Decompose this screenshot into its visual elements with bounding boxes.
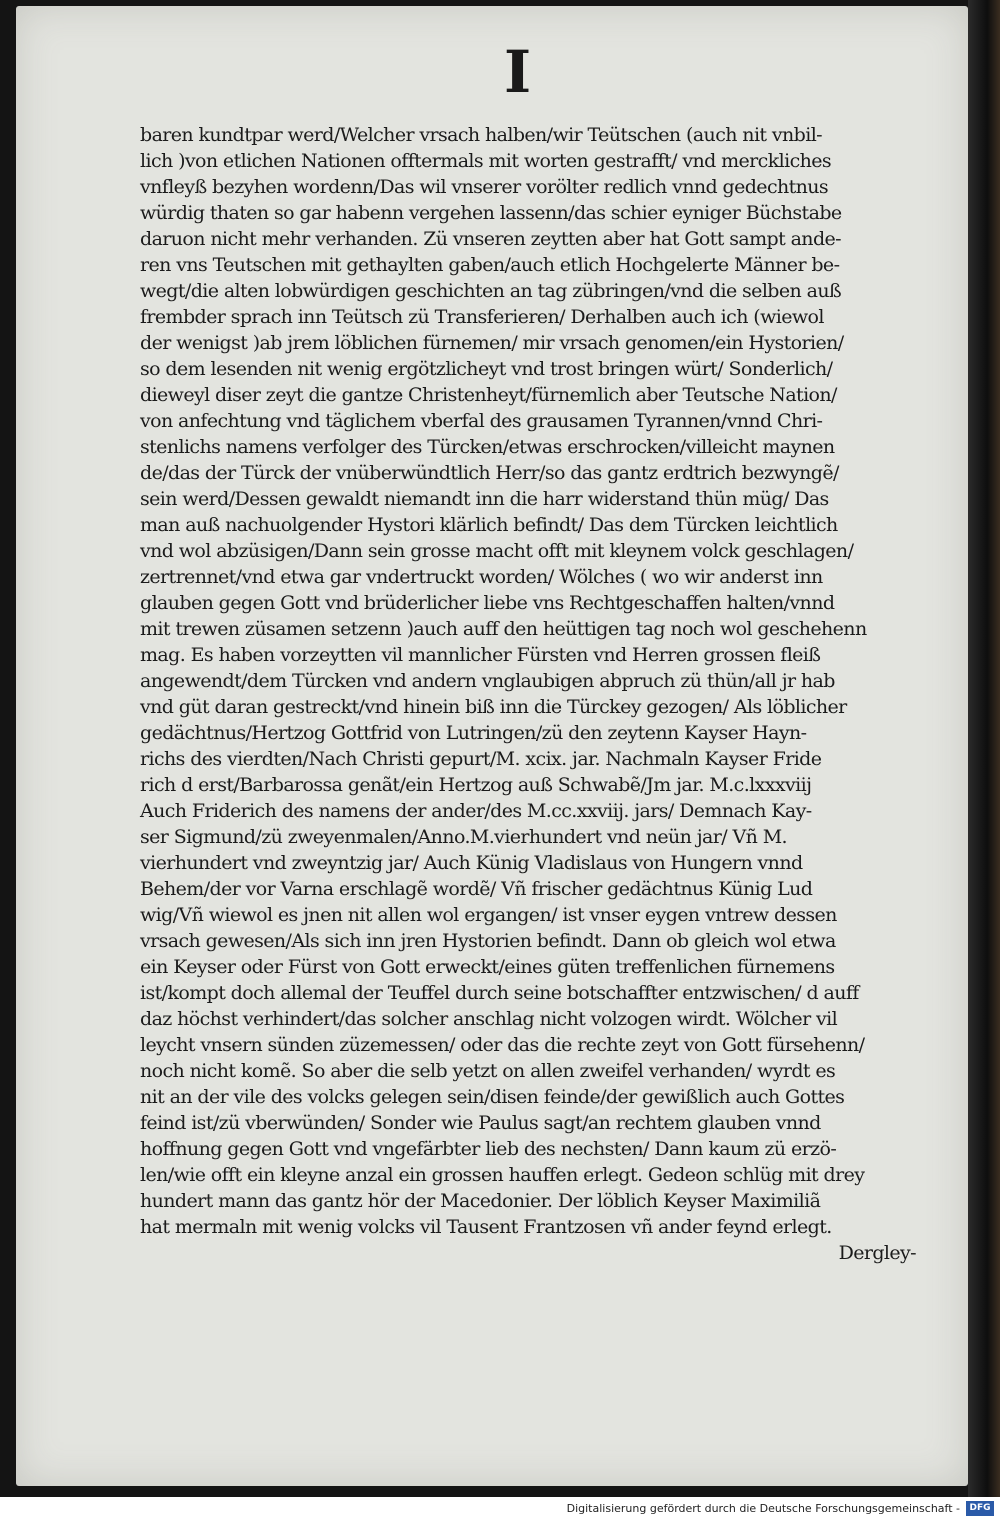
dfg-logo: DFG — [966, 1501, 994, 1516]
text-line: hoffnung gegen Gott vnd vngefärbter lieb des nechsten/ Dann kaum zü erzö- — [140, 1138, 837, 1160]
text-line: nit an der vile des volcks gelegen sein/disen feinde/der gewißlich auch Gottes — [140, 1086, 845, 1108]
page-number: I — [504, 38, 532, 106]
text-line: vnd güt daran gestreckt/vnd hinein biß inn die Türckey gezogen/ Als löblicher — [140, 696, 847, 718]
text-line: vnfleyß bezyhen wordenn/Das wil vnserer vorölter redlich vnnd gedechtnus — [140, 176, 829, 198]
text-line: man auß nachuolgender Hystori klärlich befindt/ Das dem Türcken leichtlich — [140, 514, 838, 536]
text-line: daz höchst verhindert/das solcher anschlag nicht volzogen wirdt. Wölcher vil — [140, 1008, 838, 1030]
text-line: dieweyl diser zeyt die gantze Christenheyt/fürnemlich aber Teutsche Nation/ — [140, 384, 837, 406]
text-line: stenlichs namens verfolger des Türcken/etwas erschrocken/villeicht maynen — [140, 436, 835, 458]
text-line: frembder sprach inn Teütsch zü Transferieren/ Derhalben auch ich (wiewol — [140, 306, 824, 328]
text-line: Auch Friderich des namens der ander/des M.cc.xxviij. jars/ Demnach Kay- — [140, 800, 812, 822]
page-edge — [968, 0, 1000, 1497]
text-line: rich d erst/Barbarossa genãt/ein Hertzog auß Schwabẽ/Jm jar. M.c.lxxxviij — [140, 774, 812, 796]
text-line: ist/kompt doch allemal der Teuffel durch seine botschaffter entzwischen/ d auff — [140, 982, 859, 1004]
text-line: daruon nicht mehr verhanden. Zü vnseren zeytten aber hat Gott sampt ande- — [140, 228, 841, 250]
text-line: vrsach gewesen/Als sich inn jren Hystorien befindt. Dann ob gleich wol etwa — [140, 930, 836, 952]
text-line: glauben gegen Gott vnd brüderlicher liebe vns Rechtgeschaffen halten/vnnd — [140, 592, 835, 614]
text-line: vnd wol abzüsigen/Dann sein grosse macht offt mit kleynem volck geschlagen/ — [140, 540, 854, 562]
text-line: len/wie offt ein kleyne anzal ein grossen hauffen erlegt. Gedeon schlüg mit drey — [140, 1164, 865, 1186]
text-line: der wenigst )ab jrem löblichen fürnemen/ mir vrsach genomen/ein Hystorien/ — [140, 332, 844, 354]
text-line: mit trewen züsamen setzenn )auch auff den heüttigen tag noch wol geschehenn — [140, 618, 867, 640]
footer-bar — [0, 1497, 1000, 1521]
text-line: wig/Vñ wiewol es jnen nit allen wol ergangen/ ist vnser eygen vntrew dessen — [140, 904, 837, 926]
text-line: lich )von etlichen Nationen offtermals mit worten gestrafft/ vnd merckliches — [140, 150, 832, 172]
text-line: feind ist/zü vberwünden/ Sonder wie Paulus sagt/an rechtem glauben vnnd — [140, 1112, 821, 1134]
text-line: würdig thaten so gar habenn vergehen lassenn/das schier eyniger Büchstabe — [140, 202, 842, 224]
text-line: hat mermaln mit wenig volcks vil Tausent Frantzosen vñ ander feynd erlegt. — [140, 1216, 832, 1238]
text-line: vierhundert vnd zweyntzig jar/ Auch Künig Vladislaus von Hungern vnnd — [140, 852, 803, 874]
text-line: angewendt/dem Türcken vnd andern vnglaubigen abpruch zü thün/all jr hab — [140, 670, 835, 692]
text-line: von anfechtung vnd täglichem vberfal des grausamen Tyrannen/vnnd Chri- — [140, 410, 823, 432]
text-line: baren kundtpar werd/Welcher vrsach halben/wir Teütschen (auch nit vnbil- — [140, 124, 823, 146]
text-line: leycht vnsern sünden züzemessen/ oder das die rechte zeyt von Gott fürsehenn/ — [140, 1034, 865, 1056]
text-line: ren vns Teutschen mit gethaylten gaben/auch etlich Hochgelerte Männer be- — [140, 254, 840, 276]
text-line: noch nicht komẽ. So aber die selb yetzt on allen zweifel verhanden/ wyrdt es — [140, 1060, 836, 1082]
text-line: Behem/der vor Varna erschlagẽ wordẽ/ Vñ frischer gedächtnus Künig Lud — [140, 878, 813, 900]
text-line: zertrennet/vnd etwa gar vndertruckt worden/ Wölches ( wo wir anderst inn — [140, 566, 823, 588]
page-text — [140, 122, 930, 1266]
text-line: so dem lesenden nit wenig ergötzlicheyt vnd trost bringen würt/ Sonderlich/ — [140, 358, 833, 380]
text-line: hundert mann das gantz hör der Macedonier. Der löblich Keyser Maximiliã — [140, 1190, 821, 1212]
text-line: de/das der Türck der vnüberwündtlich Herr/so das gantz erdtrich bezwyngẽ/ — [140, 462, 839, 484]
text-line: ein Keyser oder Fürst von Gott erweckt/eines güten treffenlichen fürnemens — [140, 956, 835, 978]
catchword: Dergley- — [838, 1242, 916, 1264]
text-line: richs des vierdten/Nach Christi gepurt/M. xcix. jar. Nachmaln Kayser Fride — [140, 748, 822, 770]
funding-credit: Digitalisierung gefördert durch die Deutsche Forschungsgemeinschaft - — [566, 1502, 960, 1515]
text-line: ser Sigmund/zü zweyenmalen/Anno.M.vierhundert vnd neün jar/ Vñ M. — [140, 826, 787, 848]
text-line: gedächtnus/Hertzog Gottfrid von Lutringen/zü den zeytenn Kayser Hayn- — [140, 722, 807, 744]
text-line: mag. Es haben vorzeytten vil mannlicher Fürsten vnd Herren grossen fleiß — [140, 644, 821, 666]
text-line: wegt/die alten lobwürdigen geschichten an tag zübringen/vnd die selben auß — [140, 280, 842, 302]
text-line: sein werd/Dessen gewaldt niemandt inn die harr widerstand thün müg/ Das — [140, 488, 829, 510]
